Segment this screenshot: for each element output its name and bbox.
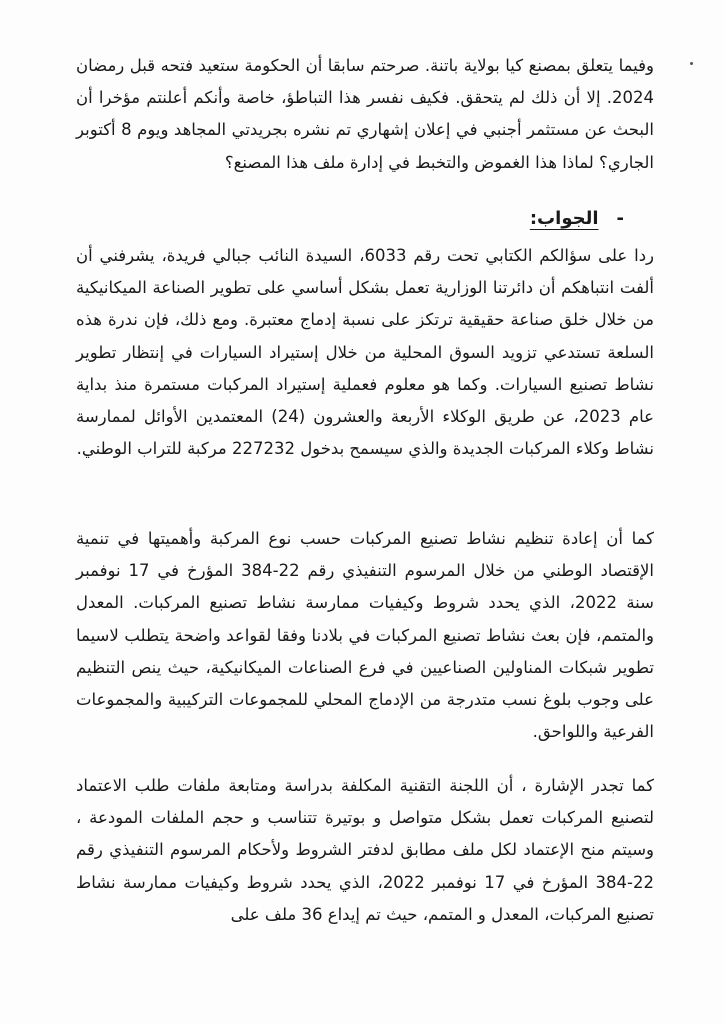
- answer-paragraph-3: كما تجدر الإشارة ، أن اللجنة التقنية المكلفة بدراسة ومتابعة ملفات طلب الاعتماد لتصنيع المركبات تعمل بشكل متواصل و بوتيرة تتناسب و حجم الملفات المودعة ، وسيتم منح الإعتماد لكل ملف مطابق لدفتر الشروط ولأحكام المرسوم التنفيذي رقم 22-384 المؤرخ في 17 نوفمبر 2022، الذي يحدد شروط وكيفيات ممارسة نشاط تصنيع المركبات، المعدل و المتمم، حيث تم إيداع 36 ملف على: [76, 776, 654, 924]
- page-mark: [690, 62, 693, 65]
- answer-heading-label: الجواب:: [529, 208, 599, 229]
- answer-heading: [530, 204, 624, 234]
- heading-dash: -: [616, 208, 624, 229]
- answer-paragraph-1: ردا على سؤالكم الكتابي تحت رقم 6033، السيدة النائب جبالي فريدة، يشرفني أن ألفت انتباهكم أن دائرتنا الوزارية تعمل بشكل أساسي على تطوير الصناعة الميكانيكية من خلال خلق صناعة حقيقية ترتكز على نسبة إدماج معتبرة. ومع ذلك، فإن ندرة هذه السلعة تستدعي تزويد السوق المحلية من خلال إستيراد السيارات في إنتظار تطوير نشاط تصنيع السيارات. وكما هو معلوم فعملية إستيراد المركبات مستمرة منذ بداية عام 2023، عن طريق الوكلاء الأربعة والعشرون (24) المعتمدين الأوائل لممارسة نشاط وكلاء المركبات الجديدة والذي سيسمح بدخول 227232 مركبة للتراب الوطني.: [76, 246, 655, 459]
- question-paragraph: وفيما يتعلق بمصنع كيا بولاية باتنة. صرحتم سابقا أن الحكومة ستعيد فتحه قبل رمضان 2024. إلا أن ذلك لم يتحقق. فكيف نفسر هذا التباطؤ، خاصة وأنكم أعلنتم مؤخرا أن البحث عن مستثمر أجنبي في إعلان إشهاري تم نشره بجريدتي المجاهد ويوم 8 أكتوبر الجاري؟ لماذا هذا الغموض والتخبط في إدارة ملف هذا المصنع؟: [76, 56, 655, 172]
- answer-paragraph-2: كما أن إعادة تنظيم نشاط تصنيع المركبات حسب نوع المركبة وأهميتها في تنمية الإقتصاد الوطني من خلال المرسوم التنفيذي رقم 22-384 المؤرخ في 17 نوفمبر سنة 2022، الذي يحدد شروط وكيفيات ممارسة نشاط تصنيع المركبات. المعدل والمتمم، فإن بعث نشاط تصنيع المركبات في بلادنا وفقا لقواعد واضحة يتطلب لاسيما تطوير شبكات المناولين الصناعيين في فرع الصناعات الميكانيكية، حيث ينص التنظيم على وجوب بلوغ نسب متدرجة من الإدماج المحلي للمجموعات التركيبية والمجموعات الفرعية واللواحق.: [76, 529, 654, 742]
